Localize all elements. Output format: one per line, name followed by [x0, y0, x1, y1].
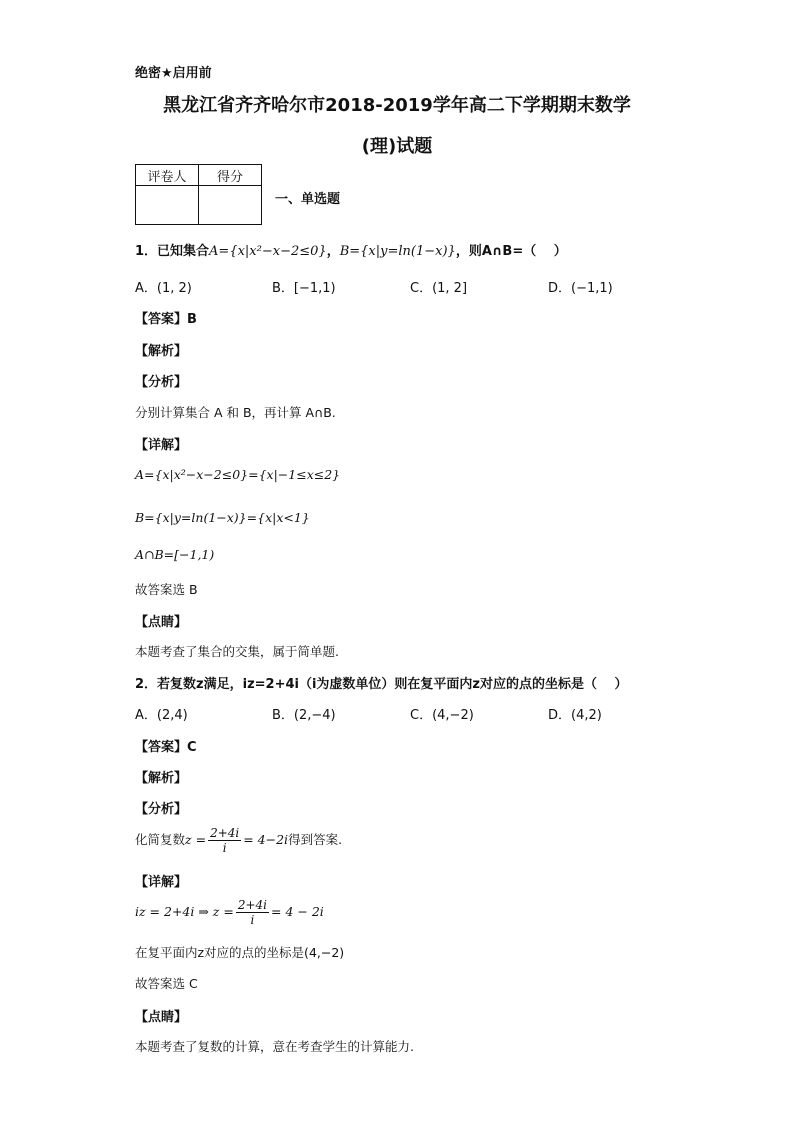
q1-detail-line-1: A={x|x²−x−2≤0}={x|−1≤x≤2}: [135, 467, 341, 482]
q2-option-c: C．(4,−2): [410, 708, 474, 723]
q2-option-d: D．(4,2): [548, 708, 602, 723]
q1-suffix: ，则A∩B=（ ）: [455, 244, 567, 259]
section-heading: 一、单选题: [275, 192, 341, 207]
q1-fenxi-text: 分别计算集合 A 和 B，再计算 A∩B.: [135, 405, 336, 420]
q2-fenxi-rhs: = 4−2i: [243, 832, 289, 847]
q2-fenxi-label: 【分析】: [135, 802, 188, 817]
q2-detail-lhs: iz = 2+4i ⇒ z =: [135, 904, 234, 919]
q2-detail-fraction: [236, 898, 269, 927]
q1-fenxi-label: 【分析】: [135, 375, 188, 390]
q2-comment-label: 【点睛】: [135, 1010, 188, 1025]
q2-fenxi-suffix: 得到答案.: [288, 832, 343, 847]
q2-fenxi-lhs: z =: [185, 832, 207, 847]
q2-detail-label: 【详解】: [135, 875, 188, 890]
q2-option-a: A．(2,4): [135, 708, 188, 723]
q2-coordinate-text: 在复平面内z对应的点的坐标是(4,−2): [135, 945, 345, 960]
q1-option-a: A．(1, 2): [135, 281, 192, 296]
q2-comment-text: 本题考查了复数的计算，意在考查学生的计算能力.: [135, 1039, 414, 1054]
page-title: 黑龙江省齐齐哈尔市2018-2019学年高二下学期期末数学: [163, 95, 631, 116]
q1-detail-line-3: A∩B=[−1,1): [135, 547, 215, 562]
q1-prefix: 1．已知集合: [135, 244, 210, 259]
q2-detail-numerator: 2+4i: [237, 898, 268, 912]
q1-option-b: B．[−1,1): [272, 281, 336, 296]
page-subtitle: (理)试题: [361, 136, 433, 157]
q2-fenxi-prefix: 化简复数: [135, 832, 186, 847]
question-1-stem: [135, 240, 567, 259]
q1-comment-label: 【点睛】: [135, 615, 188, 630]
q2-analysis-label: 【解析】: [135, 771, 188, 786]
q1-answer: 【答案】B: [135, 312, 197, 327]
q1-detail-line-2: B={x|y=ln(1−x)}={x|x<1}: [135, 510, 310, 525]
q2-frac-numerator: 2+4i: [210, 826, 240, 840]
score-header: 得分: [199, 165, 262, 186]
q2-option-b: B．(2,−4): [272, 708, 336, 723]
q1-set-b: B={x|y=ln(1−x)}: [339, 244, 456, 259]
q2-answer: 【答案】C: [135, 740, 197, 755]
grader-table: [135, 164, 262, 225]
q1-sep: ，: [326, 244, 340, 259]
q2-conclusion: 故答案选 C: [135, 976, 198, 991]
question-2-stem: 2．若复数z满足，iz=2+4i（i为虚数单位）则在复平面内z对应的点的坐标是（ ）: [135, 677, 628, 692]
q1-option-d: D．(−1,1): [548, 281, 613, 296]
q2-detail-line: [135, 898, 324, 927]
q1-analysis-label: 【解析】: [135, 344, 188, 359]
q1-comment-text: 本题考查了集合的交集，属于简单题.: [135, 644, 339, 659]
q2-fenxi-text: [135, 826, 342, 855]
grader-cell: [136, 186, 199, 225]
q2-fraction: [208, 826, 241, 855]
q2-detail-rhs: = 4 − 2i: [271, 904, 324, 919]
confidential-mark: 绝密★启用前: [135, 66, 212, 81]
q2-detail-denominator: i: [250, 913, 255, 927]
score-cell: [199, 186, 262, 225]
q1-option-c: C．(1, 2]: [410, 281, 468, 296]
q2-frac-denominator: i: [222, 841, 227, 855]
q1-detail-label: 【详解】: [135, 438, 188, 453]
q1-conclusion: 故答案选 B: [135, 582, 198, 597]
grader-header: 评卷人: [136, 165, 199, 186]
q1-set-a: A={x|x²−x−2≤0}: [209, 244, 327, 259]
